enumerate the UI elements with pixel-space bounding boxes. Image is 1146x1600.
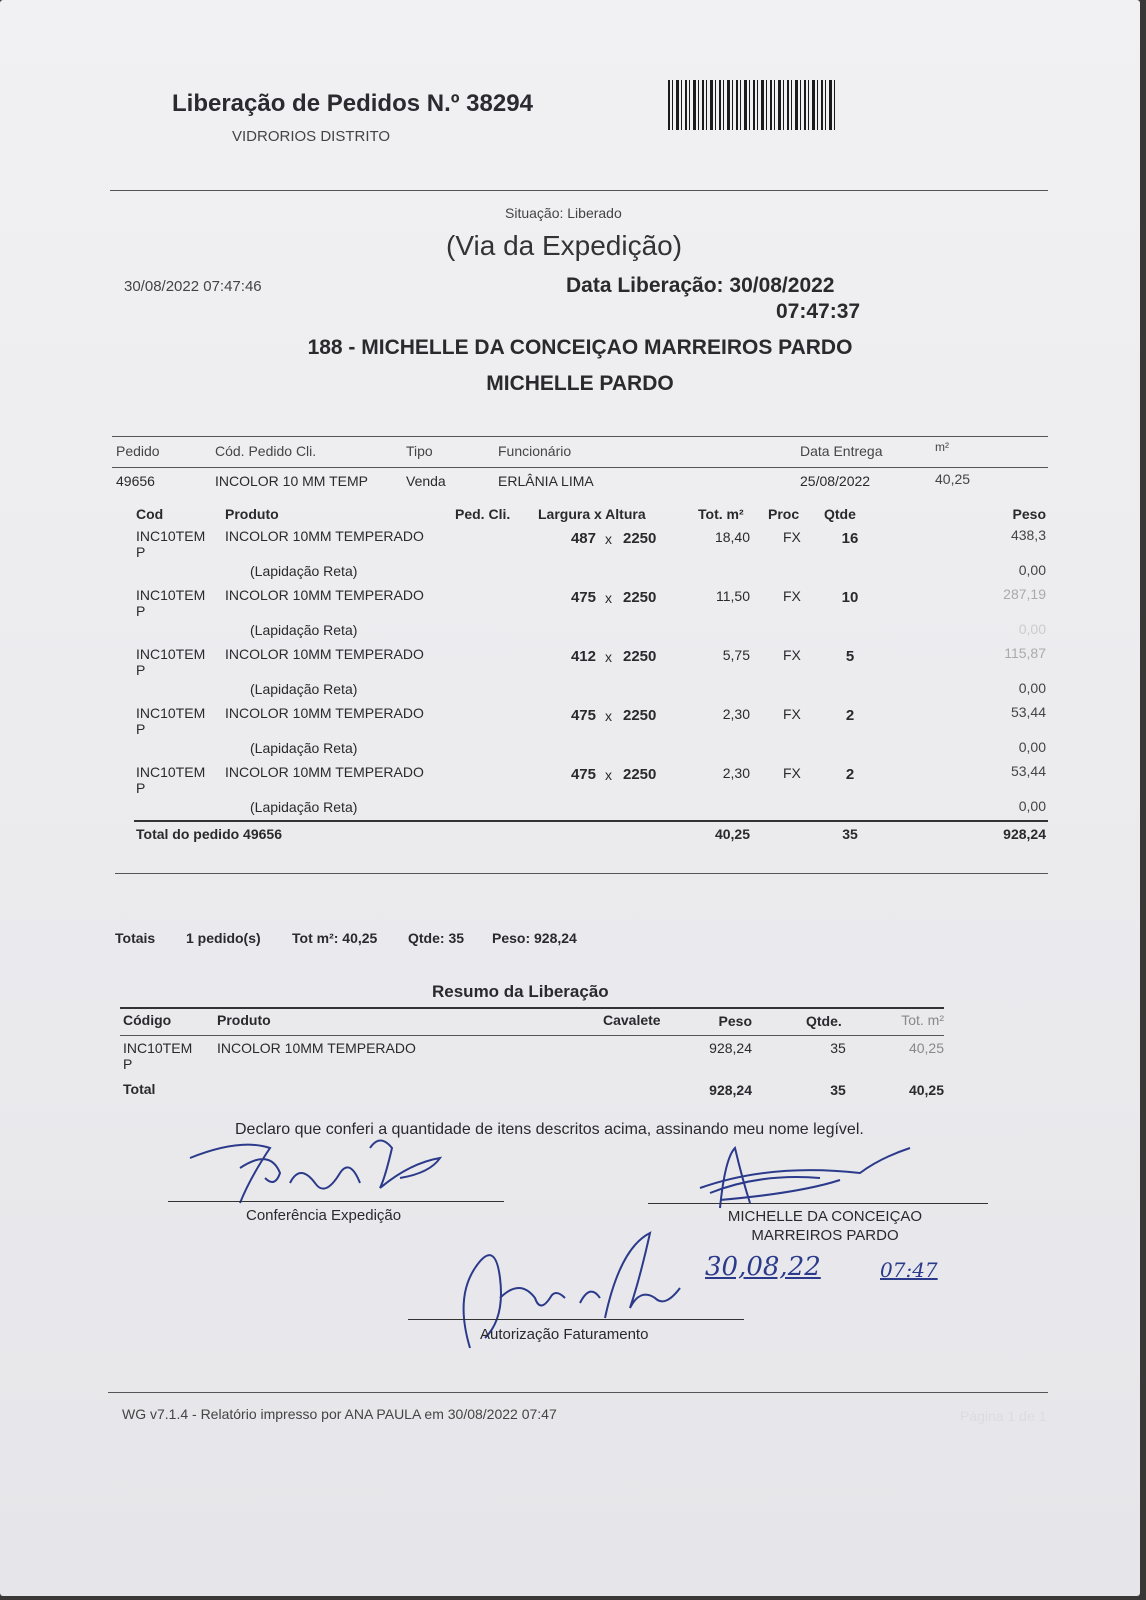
item-cod-suffix: P [136, 721, 146, 737]
footer-page: Página 1 de 1 [960, 1408, 1047, 1424]
summary-total-peso: 928,24 [709, 1082, 752, 1098]
summary-row-cod-suffix: P [123, 1056, 133, 1072]
order-client-code: INCOLOR 10 MM TEMP [215, 473, 368, 489]
item-altura: 2250 [623, 530, 657, 547]
item-tot-m2: 18,40 [714, 529, 750, 545]
signature-line [648, 1203, 988, 1204]
summary-total-qtde: 35 [830, 1082, 846, 1098]
handwritten-date: 30,08,22 [705, 1252, 821, 1282]
signature-line [408, 1319, 744, 1320]
client-signature-name-1: MICHELLE DA CONCEIÇAO [727, 1208, 923, 1225]
item-tot-m2: 11,50 [716, 588, 750, 604]
order-total-label: Total do pedido 49656 [136, 826, 282, 842]
item-cod: INC10TEM [136, 764, 206, 780]
via-label: (Via da Expedição) [446, 230, 683, 261]
item-proc: FX [783, 706, 801, 722]
item-service-peso: 0,00 [1018, 798, 1046, 814]
summary-row-qtde: 35 [830, 1040, 846, 1056]
barcode-icon [668, 80, 836, 130]
items-col-dims: Largura x Altura [538, 506, 646, 522]
item-qtde: 2 [845, 707, 855, 724]
divider [134, 820, 1048, 822]
order-m2: 40,25 [935, 471, 971, 487]
client-short-name: MICHELLE PARDO [486, 372, 674, 395]
item-cod: INC10TEM [136, 528, 206, 544]
summary-row-product: INCOLOR 10MM TEMPERADO [217, 1040, 416, 1056]
summary-col-tot-m2: Tot. m² [901, 1012, 944, 1028]
totals-peso: Peso: 928,24 [492, 930, 577, 946]
divider [110, 190, 1048, 191]
item-altura: 2250 [623, 589, 657, 606]
summary-col-produto: Produto [217, 1012, 271, 1028]
status-text: Situação: Liberado [505, 205, 622, 221]
company-name: VIDRORIOS DISTRITO [232, 128, 391, 145]
totals-qtde: Qtde: 35 [408, 930, 465, 946]
item-cod-suffix: P [136, 662, 146, 678]
item-proc: FX [783, 529, 801, 545]
handwritten-time: 07:47 [880, 1258, 938, 1282]
totals-label: Totais [115, 930, 156, 946]
item-proc: FX [783, 588, 801, 604]
divider [112, 436, 1048, 437]
item-service: (Lapidação Reta) [250, 563, 358, 579]
item-product: INCOLOR 10MM TEMPERADO [225, 705, 424, 721]
release-date: Data Liberação: 30/08/2022 [566, 274, 835, 297]
item-product: INCOLOR 10MM TEMPERADO [225, 528, 424, 544]
item-x: x [605, 767, 612, 783]
item-cod: INC10TEM [136, 646, 206, 662]
summary-col-cavalete: Cavalete [603, 1012, 661, 1028]
item-tot-m2: 2,30 [722, 765, 750, 781]
items-col-cod: Cod [136, 506, 164, 522]
document-title: Liberação de Pedidos N.º 38294 [172, 90, 533, 117]
item-qtde: 2 [845, 766, 855, 783]
item-largura: 487 [570, 530, 596, 547]
summary-col-codigo: Código [123, 1012, 172, 1028]
signature-conferencia [180, 1128, 460, 1218]
item-qtde: 16 [841, 530, 859, 547]
item-proc: FX [783, 765, 801, 781]
summary-col-qtde: Qtde. [806, 1013, 842, 1029]
item-product: INCOLOR 10MM TEMPERADO [225, 587, 424, 603]
item-altura: 2250 [623, 648, 657, 665]
item-x: x [605, 649, 612, 665]
item-qtde: 5 [845, 648, 855, 665]
signature-line [168, 1201, 504, 1202]
item-proc: FX [783, 647, 801, 663]
item-product: INCOLOR 10MM TEMPERADO [225, 646, 424, 662]
signature-client [680, 1138, 940, 1218]
summary-col-peso: Peso [718, 1013, 752, 1029]
item-peso: 53,44 [1010, 763, 1046, 779]
item-altura: 2250 [623, 766, 657, 783]
declaration-text: Declaro que conferi a quantidade de itens descritos acima, assinando meu nome legível. [235, 1121, 864, 1138]
item-tot-m2: 2,30 [722, 706, 750, 722]
col-tipo: Tipo [406, 443, 433, 459]
item-tot-m2: 5,75 [722, 647, 750, 663]
item-largura: 475 [570, 589, 596, 606]
order-number: 49656 [116, 473, 155, 489]
divider [108, 1392, 1048, 1393]
item-peso: 115,87 [1004, 645, 1046, 661]
signature-label-autorizacao: Autorização Faturamento [480, 1326, 649, 1343]
col-pedido: Pedido [116, 443, 160, 459]
client-name: 188 - MICHELLE DA CONCEIÇAO MARREIROS PARDO [307, 336, 853, 359]
item-x: x [605, 708, 612, 724]
divider [120, 1035, 944, 1036]
col-data-entrega: Data Entrega [800, 443, 883, 459]
summary-row-peso: 928,24 [709, 1040, 752, 1056]
order-total-qtde: 35 [842, 826, 858, 842]
order-employee: ERLÂNIA LIMA [498, 473, 594, 489]
summary-total-label: Total [123, 1081, 156, 1097]
item-cod-suffix: P [136, 544, 146, 560]
items-col-tot-m2: Tot. m² [698, 506, 744, 522]
item-largura: 412 [570, 648, 596, 665]
items-col-qtde: Qtde [824, 506, 856, 522]
item-peso: 438,3 [1010, 527, 1046, 543]
col-funcionario: Funcionário [498, 443, 572, 459]
item-service: (Lapidação Reta) [250, 799, 358, 815]
summary-row-tot-m2: 40,25 [908, 1040, 944, 1056]
client-signature-name-2: MARREIROS PARDO [751, 1227, 899, 1244]
summary-title: Resumo da Liberação [432, 982, 609, 1001]
item-service-peso: 0,00 [1018, 621, 1046, 637]
item-cod-suffix: P [136, 603, 146, 619]
order-total-peso: 928,24 [1003, 826, 1046, 842]
order-type: Venda [406, 473, 446, 489]
item-cod: INC10TEM [136, 705, 206, 721]
print-datetime: 30/08/2022 07:47:46 [124, 278, 262, 295]
summary-total-tot-m2: 40,25 [908, 1082, 944, 1098]
order-delivery-date: 25/08/2022 [800, 473, 871, 489]
item-product: INCOLOR 10MM TEMPERADO [225, 764, 424, 780]
totals-m2: Tot m²: 40,25 [292, 930, 378, 946]
items-col-produto: Produto [225, 506, 279, 522]
item-altura: 2250 [623, 707, 657, 724]
item-service-peso: 0,00 [1018, 680, 1046, 696]
item-cod-suffix: P [136, 780, 146, 796]
item-service-peso: 0,00 [1018, 562, 1046, 578]
item-service: (Lapidação Reta) [250, 681, 358, 697]
item-qtde: 10 [841, 589, 859, 606]
col-cod-pedido-cli: Cód. Pedido Cli. [215, 443, 317, 459]
item-service: (Lapidação Reta) [250, 740, 358, 756]
order-total-m2: 40,25 [714, 826, 750, 842]
divider [112, 467, 1048, 468]
item-x: x [605, 531, 612, 547]
footer-text: WG v7.1.4 - Relatório impresso por ANA PAULA em 30/08/2022 07:47 [122, 1406, 557, 1422]
items-col-ped-cli: Ped. Cli. [455, 506, 511, 522]
col-m2: m² [935, 440, 949, 454]
items-col-proc: Proc [768, 506, 800, 522]
release-time: 07:47:37 [776, 300, 861, 323]
item-cod: INC10TEM [136, 587, 206, 603]
item-service-peso: 0,00 [1018, 739, 1046, 755]
summary-row-cod: INC10TEM [123, 1040, 193, 1056]
items-col-peso: Peso [1012, 506, 1046, 522]
item-service: (Lapidação Reta) [250, 622, 358, 638]
divider [115, 873, 1048, 874]
divider [120, 1007, 944, 1009]
item-x: x [605, 590, 612, 606]
item-peso: 287,19 [1003, 586, 1046, 602]
item-largura: 475 [570, 766, 596, 783]
signature-label-conferencia: Conferência Expedição [246, 1207, 402, 1224]
item-peso: 53,44 [1010, 704, 1046, 720]
totals-pedidos: 1 pedido(s) [186, 930, 261, 946]
item-largura: 475 [570, 707, 596, 724]
